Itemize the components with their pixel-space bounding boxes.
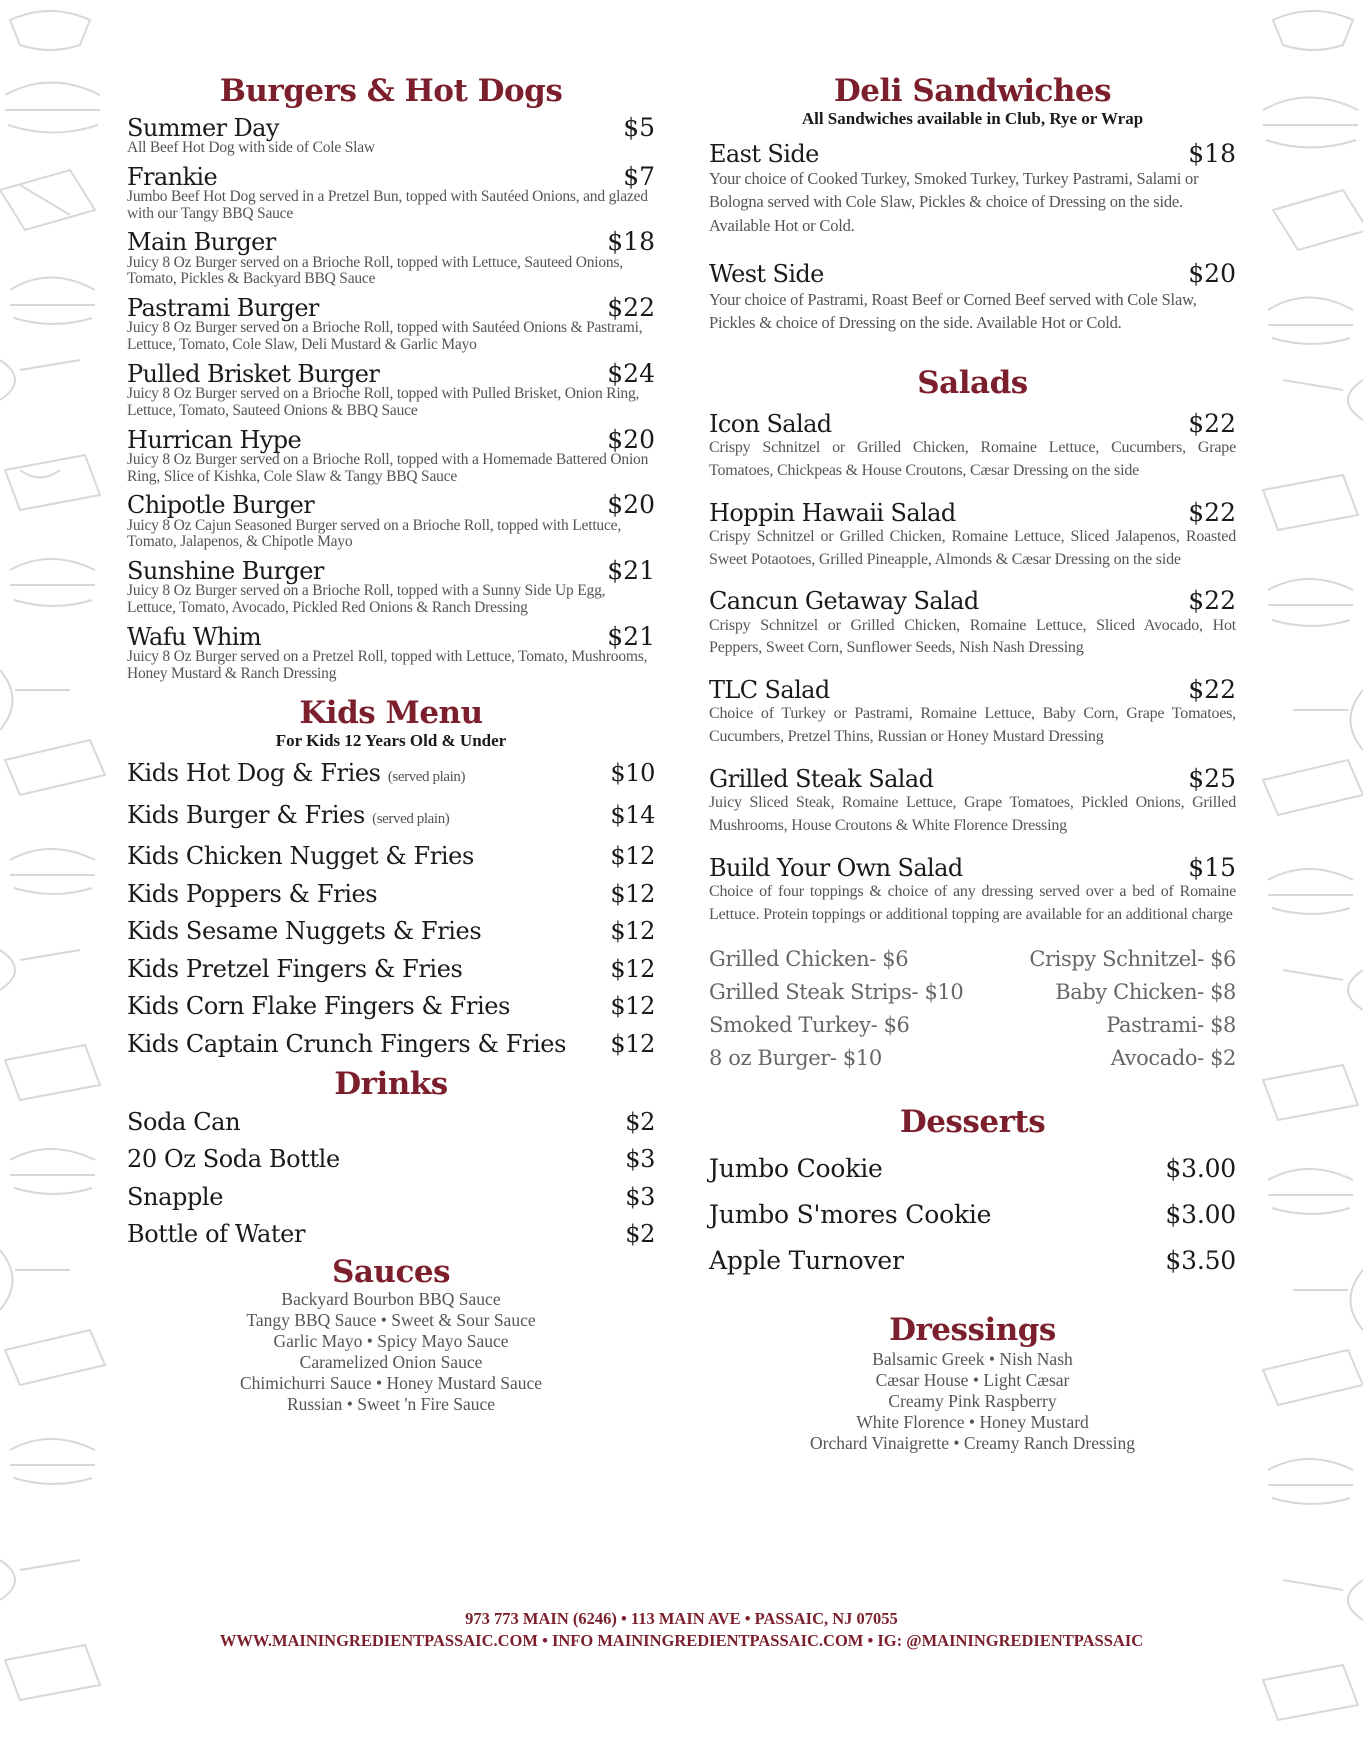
drinks-title: Drinks: [334, 1066, 448, 1103]
menu-item-header: [709, 852, 1236, 882]
drink-name: Snapple: [127, 1182, 224, 1211]
kids-item-name: Kids Corn Flake Fingers & Fries: [127, 992, 510, 1021]
kids-item-name-wrap: [127, 913, 481, 951]
menu-item-name: Build Your Own Salad: [709, 853, 963, 882]
kids-menu-item: [127, 838, 655, 876]
menu-item: [709, 411, 1236, 483]
menu-item-header: [709, 497, 1236, 527]
salads-section: [709, 364, 1236, 1075]
menu-item-name: Main Burger: [127, 228, 276, 257]
burgers-section: [127, 72, 655, 682]
kids-menu-item: [127, 876, 655, 914]
drink-item: [127, 1216, 655, 1254]
kids-item-name: Kids Captain Crunch Fingers & Fries: [127, 1029, 567, 1058]
menu-item-name: TLC Salad: [709, 676, 830, 705]
toppings-grid: [709, 943, 1236, 1075]
menu-item-header: [127, 558, 655, 584]
deli-list: [709, 138, 1236, 335]
menu-item-header: [709, 763, 1236, 793]
kids-menu-item: [127, 797, 655, 839]
menu-item-name: Hoppin Hawaii Salad: [709, 498, 956, 527]
kids-item-name: Kids Chicken Nugget & Fries: [127, 842, 474, 871]
kids-subtitle: For Kids 12 Years Old & Under: [275, 731, 507, 751]
drink-item: [127, 1141, 655, 1179]
sauce-line: Backyard Bourbon BBQ Sauce: [281, 1288, 501, 1309]
menu-item-header: [709, 677, 1236, 703]
menu-item-description: Crispy Schnitzel or Grilled Chicken, Romaine Lettuce, Sliced Avocado, Hot Peppers, Sweet Corn, Sunflower Seeds, Nish Nash Dressing: [709, 616, 1236, 657]
menu-item-price: $22: [607, 293, 655, 323]
menu-item-description: Juicy 8 Oz Burger served on a Brioche Roll, topped with Pulled Brisket, Onion Ring, Lettuce, Tomato, Sauteed Onions & BBQ Sauce: [127, 385, 640, 419]
deli-title: Deli Sandwiches: [833, 73, 1112, 109]
kids-item-name: Kids Sesame Nuggets & Fries: [127, 917, 482, 946]
menu-item-header: [127, 229, 655, 255]
menu-item: [709, 677, 1236, 749]
salad-topping: 8 oz Burger- $10: [709, 1046, 882, 1071]
kids-list: [127, 755, 655, 1063]
menu-item-price: $5: [623, 112, 655, 142]
menu-item-name: Frankie: [127, 162, 218, 191]
menu-item-description: Juicy 8 Oz Burger served on a Brioche Roll, topped with Sautéed Onions & Pastrami, Lettuce, Tomato, Cole Slaw, Deli Mustard & Garlic Mayo: [127, 319, 643, 354]
sauce-line: Tangy BBQ Sauce • Sweet & Sour Sauce: [246, 1309, 536, 1330]
menu-item-name: Sunshine Burger: [127, 557, 324, 586]
kids-item-price: $12: [610, 879, 655, 908]
menu-item-price: $20: [607, 424, 655, 454]
dressings-title: Dressings: [889, 1311, 1056, 1348]
menu-item-price: $24: [607, 358, 655, 388]
salad-topping: Smoked Turkey- $6: [709, 1013, 910, 1038]
menu-item-name: Icon Salad: [709, 410, 832, 439]
menu-item-price: $22: [1188, 409, 1236, 439]
dressing-line: Orchard Vinaigrette • Creamy Ranch Dressing: [810, 1433, 1135, 1454]
menu-item-header: [709, 261, 1236, 287]
kids-item-name-wrap: [127, 1026, 566, 1064]
sandwich-pattern-right-decoration: [1243, 0, 1363, 1738]
menu-item: [709, 852, 1236, 927]
dressing-line: Creamy Pink Raspberry: [888, 1391, 1057, 1412]
kids-item-name: Kids Hot Dog & Fries: [127, 759, 381, 788]
kids-item-name: Kids Poppers & Fries: [127, 879, 378, 908]
kids-item-price: $14: [610, 800, 655, 829]
menu-item-description: Your choice of Pastrami, Roast Beef or Corned Beef served with Cole Slaw, Pickles & choice of Dressing on the side. Available Hot or Cold.: [709, 289, 1197, 332]
dessert-item: [709, 1146, 1236, 1192]
dessert-price: $3.00: [1165, 1153, 1236, 1183]
menu-item-name: Wafu Whim: [127, 622, 262, 651]
menu-item-description: Juicy Sliced Steak, Romaine Lettuce, Grape Tomatoes, Pickled Onions, Grilled Mushrooms, House Croutons & White Florence Dressing: [709, 794, 1236, 834]
menu-item: [127, 229, 655, 288]
dessert-name: Jumbo S'mores Cookie: [709, 1199, 992, 1229]
menu-item: [709, 763, 1236, 838]
desserts-list: [709, 1146, 1236, 1284]
kids-menu-item: [127, 951, 655, 989]
drink-name: Bottle of Water: [127, 1220, 306, 1249]
kids-item-name-wrap: [127, 951, 462, 989]
kids-item-name-wrap: [127, 838, 474, 876]
drink-item: [127, 1104, 655, 1142]
drinks-list: [127, 1104, 655, 1254]
menu-item-description: All Beef Hot Dog with side of Cole Slaw: [127, 139, 375, 156]
menu-item-header: [127, 112, 655, 142]
menu-item-price: $22: [1188, 497, 1236, 527]
salad-topping: Pastrami- $8: [1106, 1013, 1236, 1038]
kids-menu-item: [127, 1026, 655, 1064]
menu-item-name: East Side: [709, 139, 819, 168]
kids-item-note: (served plain): [387, 769, 466, 786]
salad-topping: Crispy Schnitzel- $6: [1029, 947, 1236, 972]
desserts-section: [709, 1103, 1236, 1284]
menu-item-price: $22: [1188, 675, 1236, 705]
dressing-line: Balsamic Greek • Nish Nash: [872, 1349, 1073, 1370]
burger-list: [127, 112, 655, 683]
kids-item-name-wrap: [127, 755, 465, 797]
dessert-price: $3.50: [1165, 1245, 1236, 1275]
menu-item: [709, 588, 1236, 660]
dressing-line: White Florence • Honey Mustard: [856, 1412, 1089, 1433]
footer-contact-line: 973 773 MAIN (6246) • 113 MAIN AVE • PASSAIC, NJ 07055: [465, 1609, 898, 1628]
sauces-list: [127, 1289, 655, 1415]
menu-item: [709, 261, 1236, 334]
menu-item-name: Cancun Getaway Salad: [709, 587, 979, 616]
menu-item-description: Juicy 8 Oz Burger served on a Brioche Roll, topped with a Sunny Side Up Egg, Lettuce, Tomato, Avocado, Pickled Red Onions & Ranch Dressing: [127, 582, 606, 617]
drink-name: 20 Oz Soda Bottle: [127, 1145, 340, 1174]
kids-item-price: $12: [610, 992, 655, 1021]
dessert-item: [709, 1238, 1236, 1284]
menu-item: [709, 497, 1236, 572]
menu-item-price: $15: [1188, 852, 1236, 882]
kids-item-price: $12: [610, 917, 655, 946]
menu-item-price: $18: [1188, 138, 1236, 168]
menu-item: [709, 138, 1236, 238]
drink-name: Soda Can: [127, 1107, 241, 1136]
menu-item-description: Juicy 8 Oz Cajun Seasoned Burger served on a Brioche Roll, topped with Lettuce, Tomato, Jalapenos, & Chipotle Mayo: [127, 516, 622, 551]
kids-item-name-wrap: [127, 797, 449, 839]
kids-title: Kids Menu: [299, 695, 483, 732]
drink-item: [127, 1179, 655, 1217]
menu-item-price: $21: [607, 621, 655, 651]
menu-item-name: Grilled Steak Salad: [709, 764, 934, 793]
menu-item-header: [709, 411, 1236, 437]
dessert-item: [709, 1192, 1236, 1238]
dessert-price: $3.00: [1165, 1199, 1236, 1229]
menu-item-header: [127, 161, 655, 191]
menu-item-name: Chipotle Burger: [127, 491, 315, 520]
kids-menu-item: [127, 913, 655, 951]
dressings-section: [709, 1312, 1236, 1454]
salad-topping: Grilled Steak Strips- $10: [709, 980, 964, 1005]
menu-item-description: Juicy 8 Oz Burger served on a Brioche Roll, topped with Lettuce, Sauteed Onions, Tomato, Pickles & Backyard BBQ Sauce: [127, 253, 623, 288]
menu-item: [127, 492, 655, 551]
menu-item-description: Juicy 8 Oz Burger served on a Brioche Roll, topped with a Homemade Battered Onion Ring, Slice of Kishka, Cole Slaw & Tangy BBQ Sauce: [127, 450, 649, 485]
drink-price: $2: [625, 1220, 655, 1249]
drink-price: $3: [625, 1182, 655, 1211]
menu-item-header: [709, 588, 1236, 614]
sauce-line: Russian • Sweet 'n Fire Sauce: [286, 1393, 496, 1414]
menu-item-name: Summer Day: [127, 113, 279, 142]
menu-item-price: $21: [607, 556, 655, 586]
menu-item: [127, 112, 655, 157]
menu-item-price: $22: [1188, 586, 1236, 616]
footer-web-line: WWW.MAININGREDIENTPASSAIC.COM • INFO MAININGREDIENTPASSAIC.COM • IG: @MAININGREDIENTPASSAIC: [219, 1631, 1144, 1650]
kids-item-price: $10: [610, 759, 655, 788]
menu-item: [127, 558, 655, 617]
salad-topping: Baby Chicken- $8: [1055, 980, 1236, 1005]
sandwich-pattern-left-decoration: [0, 0, 120, 1738]
menu-item-description: Jumbo Beef Hot Dog served in a Pretzel Bun, topped with Sautéed Onions, and glazed with our Tangy BBQ Sauce: [127, 187, 648, 222]
footer: [0, 1608, 1363, 1652]
menu-item-name: West Side: [709, 260, 824, 289]
menu-item: [127, 358, 655, 420]
drink-price: $2: [625, 1107, 655, 1136]
kids-item-price: $12: [610, 954, 655, 983]
kids-item-name-wrap: [127, 876, 377, 914]
sauces-section: [127, 1253, 655, 1415]
kids-item-name-wrap: [127, 988, 510, 1026]
menu-item-name: Hurrican Hype: [127, 425, 302, 454]
menu-item: [127, 295, 655, 354]
menu-item-description: Choice of Turkey or Pastrami, Romaine Lettuce, Baby Corn, Grape Tomatoes, Cucumbers, Pretzel Thins, Russian or Honey Mustard Dressing: [709, 705, 1236, 746]
kids-menu-item: [127, 755, 655, 797]
drink-price: $3: [625, 1145, 655, 1174]
salad-topping: Avocado- $2: [1110, 1046, 1236, 1071]
kids-menu-item: [127, 988, 655, 1026]
menu-item-description: Crispy Schnitzel or Grilled Chicken, Romaine Lettuce, Sliced Jalapenos, Roasted Sweet Potaotoes, Grilled Pineapple, Almonds & Cæsar Dressing on the side: [709, 528, 1236, 568]
menu-item: [127, 621, 655, 683]
menu-item: [127, 161, 655, 223]
menu-item-name: Pulled Brisket Burger: [127, 359, 380, 388]
desserts-title: Desserts: [899, 1104, 1046, 1141]
menu-item-header: [127, 295, 655, 321]
kids-section: [127, 694, 655, 1063]
menu-item-description: Your choice of Cooked Turkey, Smoked Turkey, Turkey Pastrami, Salami or Bologna served with Cole Slaw, Pickles & choice of Dressing on the side. Available Hot or Cold.: [709, 169, 1199, 235]
dressing-line: Cæsar House • Light Cæsar: [875, 1370, 1070, 1391]
sauce-line: Garlic Mayo • Spicy Mayo Sauce: [273, 1330, 509, 1351]
menu-item-price: $20: [1188, 259, 1236, 289]
menu-item-header: [709, 138, 1236, 168]
menu-item-price: $20: [607, 490, 655, 520]
menu-item-name: Pastrami Burger: [127, 294, 319, 323]
menu-item-header: [127, 424, 655, 454]
left-column: [127, 72, 655, 1415]
drinks-section: [127, 1065, 655, 1254]
kids-item-name: Kids Burger & Fries: [127, 800, 365, 829]
kids-item-price: $12: [610, 842, 655, 871]
menu-item-description: Choice of four toppings & choice of any dressing served over a bed of Romaine Lettuce. Protein toppings or additional topping are available for an additional charge: [709, 882, 1236, 923]
menu-item-description: Crispy Schnitzel or Grilled Chicken, Romaine Lettuce, Cucumbers, Grape Tomatoes, Chickpeas & House Croutons, Cæsar Dressing on the side: [709, 439, 1236, 480]
menu-item-description: Juicy 8 Oz Burger served on a Pretzel Roll, topped with Lettuce, Tomato, Mushrooms, Honey Mustard & Ranch Dressing: [127, 648, 648, 682]
deli-subtitle: All Sandwiches available in Club, Rye or Wrap: [801, 108, 1144, 128]
dessert-name: Jumbo Cookie: [709, 1153, 883, 1183]
menu-item-price: $18: [607, 227, 655, 257]
right-column: [709, 72, 1236, 1454]
salad-topping: Grilled Chicken- $6: [709, 947, 909, 972]
sauce-line: Chimichurri Sauce • Honey Mustard Sauce: [239, 1372, 543, 1393]
sauce-line: Caramelized Onion Sauce: [299, 1351, 483, 1372]
menu-item-price: $25: [1188, 763, 1236, 793]
kids-item-name: Kids Pretzel Fingers & Fries: [127, 954, 463, 983]
burgers-title: Burgers & Hot Dogs: [219, 73, 563, 109]
menu-item-price: $7: [623, 161, 655, 191]
salads-title: Salads: [917, 365, 1028, 402]
menu-item-header: [127, 492, 655, 518]
sauces-title: Sauces: [331, 1253, 451, 1290]
menu-item-header: [127, 358, 655, 388]
kids-item-note: (served plain): [372, 810, 450, 827]
salads-list: [709, 411, 1236, 926]
dressings-list: [709, 1349, 1236, 1454]
deli-section: [709, 72, 1236, 334]
kids-item-price: $12: [610, 1029, 655, 1058]
dessert-name: Apple Turnover: [709, 1245, 904, 1275]
menu-item: [127, 424, 655, 486]
menu-item-header: [127, 621, 655, 651]
